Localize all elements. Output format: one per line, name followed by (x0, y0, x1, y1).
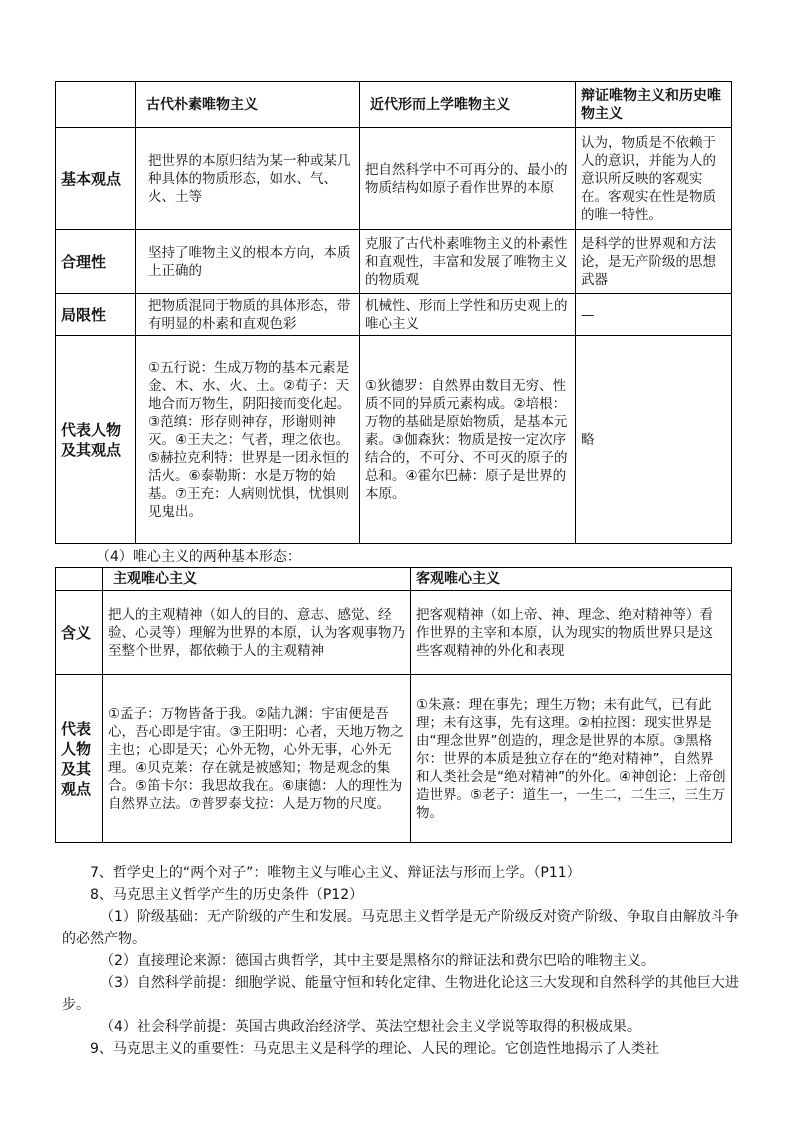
table-cell: ①孟子：万物皆备于我。②陆九渊：宇宙便是吾心，吾心即是宇宙。③王阳明：心者，天地万物之主也；心即是天；心外无物，心外无事，心外无理。④贝克莱：存在就是被感知；物是观念的集合。⑤笛卡尔：我思故我在。⑥康德：人的理性为自然界立法。⑦普罗泰戈拉：人是万物的尺度。 (103, 675, 411, 843)
materialism-table (55, 81, 732, 544)
table-row (56, 128, 732, 230)
paragraph: （4）社会科学前提：英国古典政治经济学、英法空想社会主义学说等取得的积极成果。 (100, 1019, 641, 1035)
table-cell: 机械性、形而上学性和历史观上的唯心主义 (360, 294, 576, 336)
row-label-meaning: 含义 (56, 591, 103, 675)
table-row (56, 230, 732, 294)
row-label-basic-view: 基本观点 (56, 128, 136, 230)
paragraph: （1）阶级基础：无产阶级的产生和发展。马克思主义哲学是无产阶级反对资产阶级、争取自由解放斗争的必然产物。 (62, 909, 739, 947)
table-row (56, 336, 732, 544)
header-ancient-materialism: 古代朴素唯物主义 (136, 82, 360, 128)
table-cell: — (576, 294, 732, 336)
paragraph: 9、马克思主义的重要性：马克思主义是科学的理论、人民的理论。它创造性地揭示了人类社 (90, 1041, 659, 1057)
table-cell: 是科学的世界观和方法论，是无产阶级的思想武器 (576, 230, 732, 294)
paragraph: 8、马克思主义哲学产生的历史条件（P12） (90, 887, 364, 903)
table-cell: 把物质混同于物质的具体形态，带有明显的朴素和直观色彩 (136, 294, 360, 336)
table-cell: 把世界的本原归结为某一种或某几种具体的物质形态，如水、气、火、土等 (136, 128, 360, 230)
paragraph: 7、哲学史上的“两个对子”：唯物主义与唯心主义、辩证法与形而上学。（P11） (90, 865, 581, 881)
table-cell: 把自然科学中不可再分的、最小的物质结构如原子看作世界的本原 (360, 128, 576, 230)
table-row (56, 675, 732, 843)
table-cell: 坚持了唯物主义的根本方向，本质上正确的 (136, 230, 360, 294)
row-label-representatives: 代表人物及其观点 (56, 336, 136, 544)
header-dialectical-materialism: 辩证唯物主义和历史唯物主义 (576, 82, 732, 128)
section-subtitle: （4）唯心主义的两种基本形态： (96, 549, 301, 565)
table-cell: ①五行说：生成万物的基本元素是金、木、水、火、土。②荀子：天地合而万物生，阴阳接而变化起。③范缜：形存则神存，形谢则神灭。④王夫之：气者，理之依也。⑤赫拉克利特：世界是一团永恒的活火。⑥泰勒斯：水是万物的始基。⑦王充：人病则忧惧，忧惧则见鬼出。 (136, 336, 360, 544)
table-cell: 把人的主观精神（如人的目的、意志、感觉、经验、心灵等）理解为世界的本原，认为客观事物乃至整个世界，都依赖于人的主观精神 (103, 591, 411, 675)
header-metaphysical-materialism: 近代形而上学唯物主义 (360, 82, 576, 128)
header-subjective-idealism: 主观唯心主义 (103, 568, 411, 591)
table-row (56, 294, 732, 336)
table-header-row (56, 82, 732, 128)
table-cell: ①朱熹：理在事先；理生万物；未有此气，已有此理；未有这事，先有这理。②柏拉图：现实世界是由“理念世界”创造的，理念是世界的本原。③黑格尔：世界的本质是独立存在的“绝对精神”，自然界和人类社会是“绝对精神”的外化。④神创论：上帝创造世界。⑤老子：道生一，一生二，二生三，三生万物。 (411, 675, 732, 843)
idealism-table (55, 567, 732, 843)
header-empty-cell (56, 568, 103, 591)
table-cell: 把客观精神（如上帝、神、理念、绝对精神等）看作世界的主宰和本原，认为现实的物质世界只是这些客观精神的外化和表现 (411, 591, 732, 675)
row-label-rationality: 合理性 (56, 230, 136, 294)
row-label-limitation: 局限性 (56, 294, 136, 336)
table-cell: 克服了古代朴素唯物主义的朴素性和直观性，丰富和发展了唯物主义的物质观 (360, 230, 576, 294)
table-row (56, 591, 732, 675)
table-cell: ①狄德罗：自然界由数目无穷、性质不同的异质元素构成。②培根：万物的基础是原始物质，是基本元素。③伽森狄：物质是按一定次序结合的，不可分、不可灭的原子的总和。④霍尔巴赫：原子是世界的本原。 (360, 336, 576, 544)
header-objective-idealism: 客观唯心主义 (411, 568, 732, 591)
header-empty-cell (56, 82, 136, 128)
table-header-row (56, 568, 732, 591)
table-cell: 略 (576, 336, 732, 544)
row-label-representatives: 代表人物及其观点 (56, 675, 103, 843)
paragraph: （3）自然科学前提：细胞学说、能量守恒和转化定律、生物进化论这三大发现和自然科学的其他巨大进步。 (62, 975, 739, 1013)
paragraph: （2）直接理论来源：德国古典哲学，其中主要是黑格尔的辩证法和费尔巴哈的唯物主义。 (100, 953, 655, 969)
table-cell: 认为，物质是不依赖于人的意识，并能为人的意识所反映的客观实在。客观实在性是物质的唯一特性。 (576, 128, 732, 230)
